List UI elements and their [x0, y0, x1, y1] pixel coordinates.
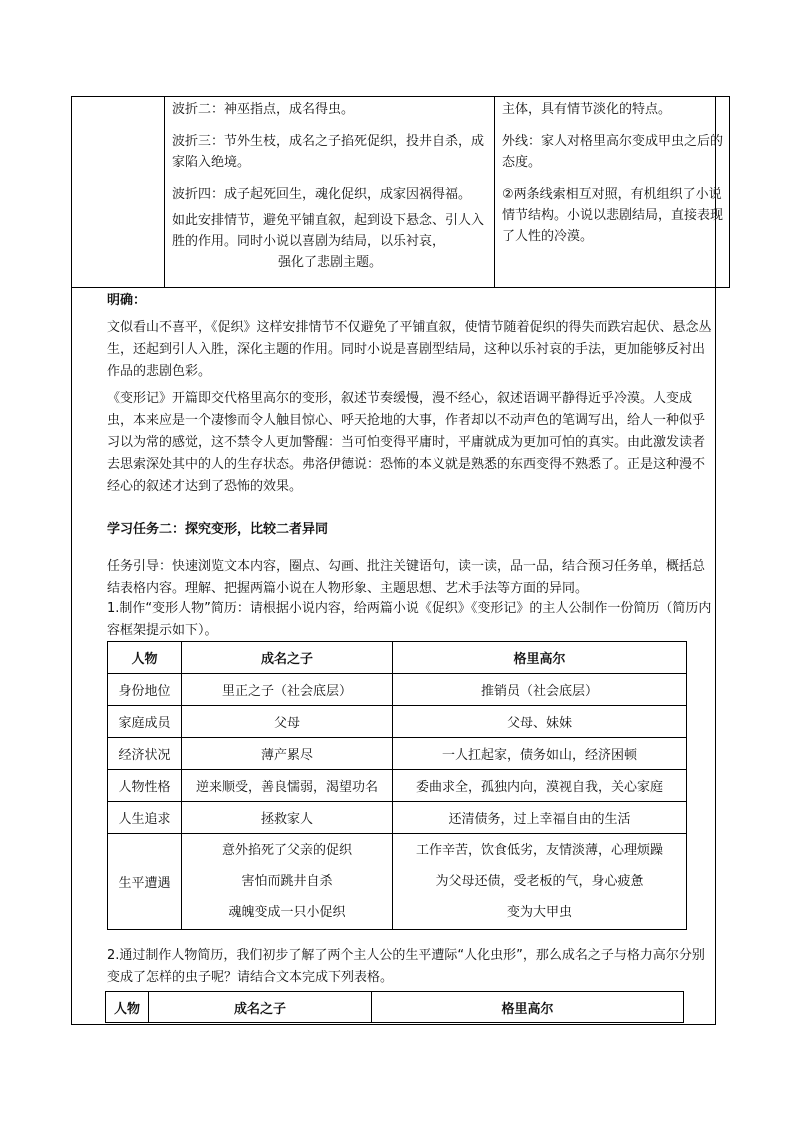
table-header-row — [108, 642, 687, 674]
list-item: 魂魄变成一只小促织 — [228, 905, 346, 920]
plot-effect-end: 强化了悲剧主题。 — [277, 255, 382, 270]
list-item: 变为大甲虫 — [506, 905, 572, 920]
plot-table-side-line-cell — [495, 97, 730, 288]
plot-table-main-line-cell — [165, 97, 495, 288]
list-item: 为父母还债，受老板的气，身心疲惫 — [435, 874, 644, 889]
task2-heading: 学习任务二：探究变形，比较二者异同 — [107, 522, 329, 537]
row-gregor: 委曲求全，孤独内向，漠视自我，关心家庭 — [393, 770, 687, 802]
row-gregor: 还清债务，过上幸福自由的生活 — [393, 802, 687, 834]
row-key: 人物性格 — [108, 770, 182, 802]
table-row — [108, 738, 687, 770]
row-key: 人生追求 — [108, 802, 182, 834]
twist-4: 波折四：成子起死回生，魂化促织，成家因祸得福。 — [172, 187, 472, 202]
row-key: 身份地位 — [108, 674, 182, 706]
header-person: 人物 — [108, 642, 182, 674]
table-row — [108, 770, 687, 802]
row-gregor: 父母、妹妹 — [393, 706, 687, 738]
answer-label: 明确： — [107, 293, 147, 308]
task2-guide: 任务引导：快速浏览文本内容，圈点、勾画、批注关键语句，读一读，品一品，结合预习任务单，概括总结表格内容。理解、把握两篇小说在人物形象、主题思想、艺术手法等方面的异同。 — [107, 559, 706, 596]
row-key: 家庭成员 — [108, 706, 182, 738]
plot-effect: 如此安排情节，避免平铺直叙，起到设下悬念、引人入胜的作用。同时小说以喜剧为结局，以乐衬哀， — [172, 213, 485, 249]
list-item: 工作辛苦，饮食低劣，友情淡薄，心理烦躁 — [415, 843, 663, 858]
plot-table-empty-cell — [72, 97, 165, 288]
answer-paragraph-2: 《变形记》开篇即交代格里高尔的变形，叙述节奏缓慢，漫不经心，叙述语调平静得近乎冷漠。人变成虫，本来应是一个凄惨而令人触目惊心、呼天抢地的大事，作者却以不动声色的笔调写出，给人一种似乎习以为常的感觉，这不禁令人更加警醒：当可怕变得平庸时，平庸就成为更加可怕的真实。由此激发读者去思索深处其中的人的生存状态。弗洛伊德说：恐怖的本义就是熟悉的东西变得不熟悉了。正是这种漫不经心的叙述才达到了恐怖的效果。 — [107, 391, 706, 494]
twist-3: 波折三：节外生枝，成名之子掐死促织，投井自杀，成家陷入绝境。 — [172, 134, 485, 170]
row-gregor — [393, 834, 687, 930]
row-cheng-son: 拯救家人 — [182, 802, 393, 834]
header-person: 人物 — [106, 992, 149, 1023]
table-row — [108, 674, 687, 706]
header-cheng-son: 成名之子 — [149, 992, 372, 1023]
resume-table — [107, 641, 687, 930]
row-gregor: 推销员（社会底层） — [393, 674, 687, 706]
side-main: 主体，具有情节淡化的特点。 — [502, 102, 672, 117]
task2-question-1: 1.制作“变形人物”简历：请根据小说内容，给两篇小说《促织》《变形记》的主人公制作一份简历（简历内容框架提示如下）。 — [107, 601, 712, 638]
side-outer-line: 外线：家人对格里高尔变成甲虫之后的态度。 — [502, 134, 724, 170]
header-gregor: 格里高尔 — [393, 642, 687, 674]
table-row — [108, 706, 687, 738]
row-key: 生平遭遇 — [108, 834, 182, 930]
side-contrast: ②两条线索相互对照，有机组织了小说情节结构。小说以悲剧结局，直接表现了人性的冷漠。 — [502, 187, 724, 244]
table-row — [108, 802, 687, 834]
row-gregor: 一人扛起家，债务如山，经济困顿 — [393, 738, 687, 770]
header-cheng-son: 成名之子 — [182, 642, 393, 674]
twist-2: 波折二：神巫指点，成名得虫。 — [172, 102, 355, 117]
task2-question-2: 2.通过制作人物简历，我们初步了解了两个主人公的生平遭际“人化虫形”，那么成名之子与格力高尔分别变成了怎样的虫子呢？请结合文本完成下列表格。 — [107, 948, 705, 985]
row-cheng-son: 薄产累尽 — [182, 738, 393, 770]
row-cheng-son: 里正之子（社会底层） — [182, 674, 393, 706]
plot-table — [71, 96, 730, 288]
list-item: 意外掐死了父亲的促织 — [221, 843, 352, 858]
insect-table — [105, 991, 684, 1023]
table-row — [108, 834, 687, 930]
row-cheng-son: 逆来顺受，善良懦弱，渴望功名 — [182, 770, 393, 802]
header-gregor: 格里高尔 — [372, 992, 684, 1023]
answer-paragraph-1: 文似看山不喜平，《促织》这样安排情节不仅避免了平铺直叙，使情节随着促织的得失而跌宕起伏、悬念丛生，还起到引人入胜，深化主题的作用。同时小说是喜剧型结局，这种以乐衬哀的手法，更加能够反衬出作品的悲剧色彩。 — [107, 320, 712, 379]
table-header-row — [106, 992, 684, 1023]
row-key: 经济状况 — [108, 738, 182, 770]
row-cheng-son — [182, 834, 393, 930]
list-item: 害怕而跳井自杀 — [241, 874, 333, 889]
row-cheng-son: 父母 — [182, 706, 393, 738]
